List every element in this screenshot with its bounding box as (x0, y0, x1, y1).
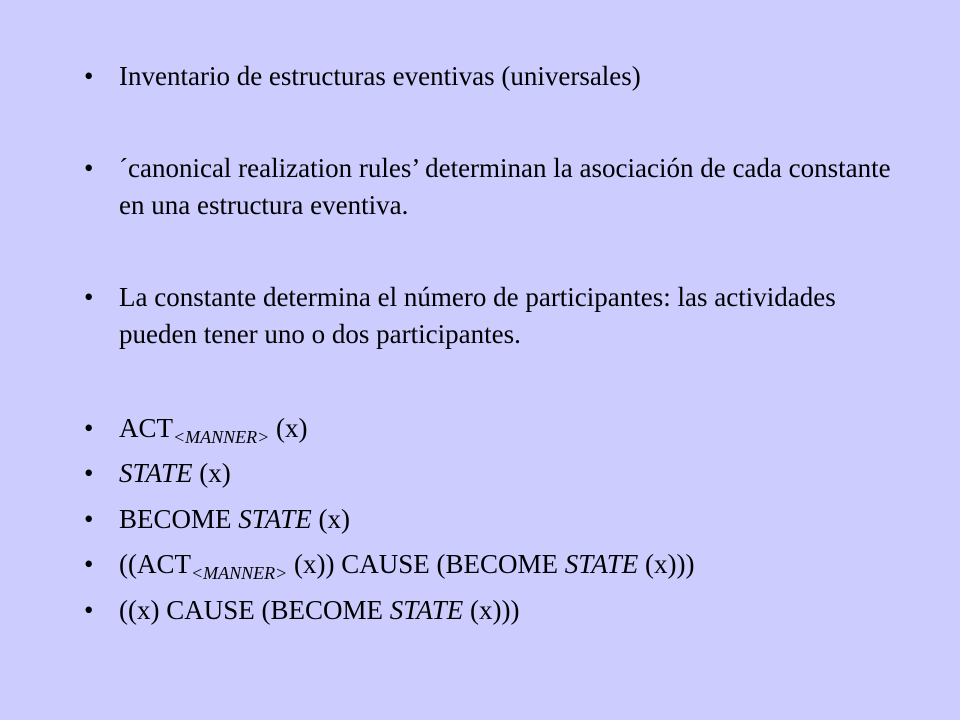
formula-part-italic: STATE (238, 504, 312, 534)
bullet-icon: • (84, 595, 94, 625)
bullet-text: ´canonical realization rules’ determinan la asociación de cada constante en una estructura eventiva. (119, 153, 891, 220)
formula-part-italic: STATE (564, 549, 639, 579)
formula-state (84, 455, 904, 492)
formula-part: (x) (311, 504, 351, 534)
formula-part: (x)) CAUSE (BECOME (287, 549, 565, 579)
formula-part-italic: STATE (119, 458, 193, 488)
formula-text (119, 455, 904, 492)
bullet-text: Inventario de estructuras eventivas (universales) (119, 61, 641, 91)
bullet-icon: • (84, 413, 94, 443)
formula-become-state (84, 501, 904, 538)
bullet-constante (84, 279, 904, 353)
formula-part: ((ACT (119, 549, 191, 579)
formula-part-italic: STATE (389, 595, 464, 625)
formula-part: (x))) (638, 549, 695, 579)
formula-text (119, 501, 904, 538)
formula-text (119, 592, 904, 629)
formula-act-manner (84, 410, 904, 450)
formula-part: ACT (119, 413, 173, 443)
formula-part: (x) (269, 413, 308, 443)
bullet-icon: • (84, 549, 94, 579)
bullet-icon: • (84, 153, 94, 183)
bullet-icon: • (84, 504, 94, 534)
formula-part: BECOME (119, 504, 239, 534)
formula-part: ((x) CAUSE (BECOME (119, 595, 390, 625)
bullet-icon: • (84, 61, 94, 91)
bullet-icon: • (84, 458, 94, 488)
bullet-icon: • (84, 282, 94, 312)
formula-text (119, 546, 904, 586)
bullet-text: La constante determina el número de participantes: las actividades pueden tener uno o dos participantes. (119, 282, 836, 349)
formula-x-cause (84, 592, 904, 629)
manner-subscript: <MANNER> (190, 563, 288, 583)
formula-part: (x) (192, 458, 231, 488)
formula-text (119, 410, 904, 450)
bullet-canonical-rules (84, 150, 904, 224)
formula-part: (x))) (463, 595, 520, 625)
manner-subscript: <MANNER> (173, 427, 270, 447)
bullet-inventario (84, 58, 904, 95)
formula-act-cause (84, 546, 904, 586)
